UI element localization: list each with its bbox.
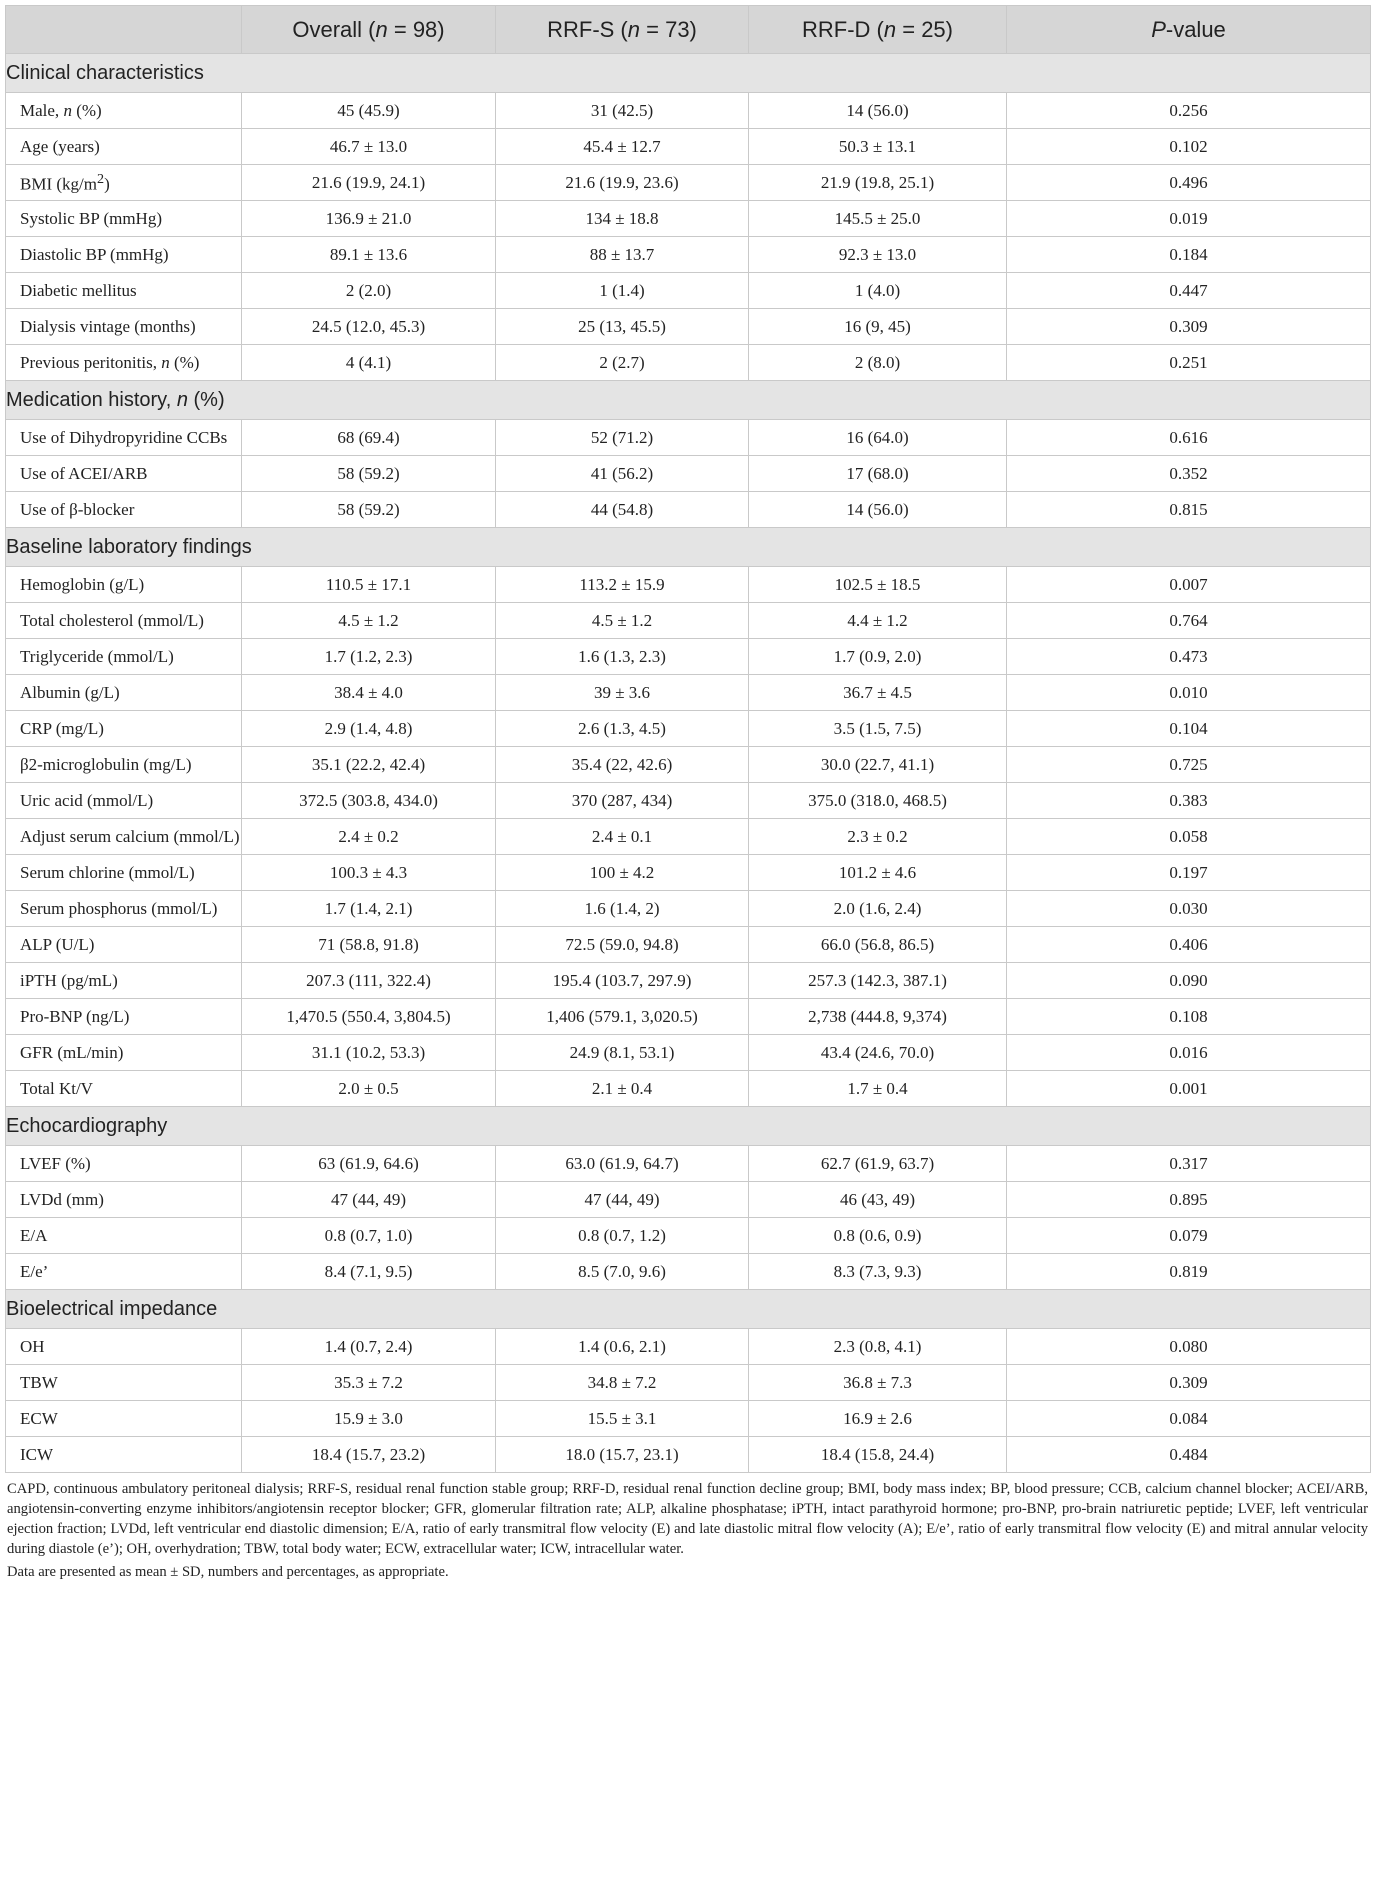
table-row	[6, 273, 1371, 309]
table-row	[6, 1437, 1371, 1473]
cell-overall: 0.8 (0.7, 1.0)	[242, 1218, 496, 1254]
cell-overall: 58 (59.2)	[242, 456, 496, 492]
cell-rrf-s: 39 ± 3.6	[496, 675, 749, 711]
table-row	[6, 1401, 1371, 1437]
row-label: Serum phosphorus (mmol/L)	[6, 891, 242, 927]
cell-p-value: 0.406	[1007, 927, 1371, 963]
cell-rrf-s: 2 (2.7)	[496, 345, 749, 381]
cell-rrf-d: 18.4 (15.8, 24.4)	[749, 1437, 1007, 1473]
cell-overall: 136.9 ± 21.0	[242, 201, 496, 237]
cell-overall: 31.1 (10.2, 53.3)	[242, 1035, 496, 1071]
cell-p-value: 0.079	[1007, 1218, 1371, 1254]
cell-p-value: 0.317	[1007, 1146, 1371, 1182]
cell-p-value: 0.104	[1007, 711, 1371, 747]
table-body	[6, 54, 1371, 1473]
cell-rrf-d: 1.7 (0.9, 2.0)	[749, 639, 1007, 675]
cell-rrf-d: 3.5 (1.5, 7.5)	[749, 711, 1007, 747]
table-row	[6, 420, 1371, 456]
cell-rrf-d: 2 (8.0)	[749, 345, 1007, 381]
cell-rrf-s: 18.0 (15.7, 23.1)	[496, 1437, 749, 1473]
cell-p-value: 0.764	[1007, 603, 1371, 639]
row-label: Albumin (g/L)	[6, 675, 242, 711]
row-label: Hemoglobin (g/L)	[6, 567, 242, 603]
table-row	[6, 309, 1371, 345]
table-row	[6, 603, 1371, 639]
table-footnotes	[5, 1479, 1370, 1582]
table-row	[6, 1182, 1371, 1218]
cell-rrf-s: 195.4 (103.7, 297.9)	[496, 963, 749, 999]
cell-overall: 100.3 ± 4.3	[242, 855, 496, 891]
cell-p-value: 0.309	[1007, 309, 1371, 345]
cell-overall: 24.5 (12.0, 45.3)	[242, 309, 496, 345]
cell-rrf-d: 1 (4.0)	[749, 273, 1007, 309]
row-label: LVEF (%)	[6, 1146, 242, 1182]
cell-rrf-s: 52 (71.2)	[496, 420, 749, 456]
cell-p-value: 0.616	[1007, 420, 1371, 456]
cell-rrf-d: 257.3 (142.3, 387.1)	[749, 963, 1007, 999]
cell-rrf-d: 4.4 ± 1.2	[749, 603, 1007, 639]
cell-overall: 45 (45.9)	[242, 93, 496, 129]
section-row	[6, 1107, 1371, 1146]
cell-rrf-d: 101.2 ± 4.6	[749, 855, 1007, 891]
cell-overall: 63 (61.9, 64.6)	[242, 1146, 496, 1182]
cell-rrf-d: 8.3 (7.3, 9.3)	[749, 1254, 1007, 1290]
row-label: Pro-BNP (ng/L)	[6, 999, 242, 1035]
cell-p-value: 0.251	[1007, 345, 1371, 381]
row-label: ICW	[6, 1437, 242, 1473]
section-row	[6, 381, 1371, 420]
table-row	[6, 165, 1371, 201]
cell-p-value: 0.895	[1007, 1182, 1371, 1218]
cell-p-value: 0.473	[1007, 639, 1371, 675]
cell-overall: 4.5 ± 1.2	[242, 603, 496, 639]
cell-p-value: 0.001	[1007, 1071, 1371, 1107]
cell-overall: 46.7 ± 13.0	[242, 129, 496, 165]
table-row	[6, 237, 1371, 273]
cell-rrf-d: 36.7 ± 4.5	[749, 675, 1007, 711]
cell-rrf-d: 16 (64.0)	[749, 420, 1007, 456]
cell-overall: 35.1 (22.2, 42.4)	[242, 747, 496, 783]
cell-p-value: 0.815	[1007, 492, 1371, 528]
cell-rrf-s: 35.4 (22, 42.6)	[496, 747, 749, 783]
cell-overall: 35.3 ± 7.2	[242, 1365, 496, 1401]
row-label: TBW	[6, 1365, 242, 1401]
cell-p-value: 0.309	[1007, 1365, 1371, 1401]
cell-rrf-d: 16.9 ± 2.6	[749, 1401, 1007, 1437]
table-row	[6, 891, 1371, 927]
section-row	[6, 1290, 1371, 1329]
table-row	[6, 963, 1371, 999]
row-label: Previous peritonitis, n (%)	[6, 345, 242, 381]
cell-rrf-s: 45.4 ± 12.7	[496, 129, 749, 165]
cell-p-value: 0.090	[1007, 963, 1371, 999]
cell-p-value: 0.197	[1007, 855, 1371, 891]
row-label: Diabetic mellitus	[6, 273, 242, 309]
header-rrf-s: RRF-S (n = 73)	[496, 6, 749, 54]
table-row	[6, 456, 1371, 492]
cell-rrf-s: 113.2 ± 15.9	[496, 567, 749, 603]
cell-p-value: 0.030	[1007, 891, 1371, 927]
row-label: Triglyceride (mmol/L)	[6, 639, 242, 675]
cell-p-value: 0.496	[1007, 165, 1371, 201]
cell-overall: 4 (4.1)	[242, 345, 496, 381]
cell-p-value: 0.019	[1007, 201, 1371, 237]
cell-rrf-s: 0.8 (0.7, 1.2)	[496, 1218, 749, 1254]
table-row	[6, 1218, 1371, 1254]
cell-rrf-s: 21.6 (19.9, 23.6)	[496, 165, 749, 201]
cell-rrf-d: 46 (43, 49)	[749, 1182, 1007, 1218]
cell-rrf-s: 63.0 (61.9, 64.7)	[496, 1146, 749, 1182]
table-row	[6, 1146, 1371, 1182]
cell-rrf-d: 43.4 (24.6, 70.0)	[749, 1035, 1007, 1071]
table-row	[6, 93, 1371, 129]
row-label: Systolic BP (mmHg)	[6, 201, 242, 237]
table-row	[6, 675, 1371, 711]
cell-rrf-d: 66.0 (56.8, 86.5)	[749, 927, 1007, 963]
table-row	[6, 1329, 1371, 1365]
cell-p-value: 0.725	[1007, 747, 1371, 783]
cell-rrf-d: 62.7 (61.9, 63.7)	[749, 1146, 1007, 1182]
cell-rrf-s: 44 (54.8)	[496, 492, 749, 528]
table-row	[6, 711, 1371, 747]
cell-rrf-s: 8.5 (7.0, 9.6)	[496, 1254, 749, 1290]
row-label: ALP (U/L)	[6, 927, 242, 963]
cell-overall: 68 (69.4)	[242, 420, 496, 456]
cell-overall: 58 (59.2)	[242, 492, 496, 528]
cell-overall: 2 (2.0)	[242, 273, 496, 309]
cell-rrf-s: 134 ± 18.8	[496, 201, 749, 237]
cell-overall: 8.4 (7.1, 9.5)	[242, 1254, 496, 1290]
cell-overall: 1.7 (1.4, 2.1)	[242, 891, 496, 927]
cell-overall: 21.6 (19.9, 24.1)	[242, 165, 496, 201]
row-label: E/A	[6, 1218, 242, 1254]
row-label: Diastolic BP (mmHg)	[6, 237, 242, 273]
cell-overall: 2.0 ± 0.5	[242, 1071, 496, 1107]
cell-rrf-s: 15.5 ± 3.1	[496, 1401, 749, 1437]
row-label: iPTH (pg/mL)	[6, 963, 242, 999]
cell-rrf-d: 2.0 (1.6, 2.4)	[749, 891, 1007, 927]
cell-rrf-d: 2.3 (0.8, 4.1)	[749, 1329, 1007, 1365]
section-row	[6, 54, 1371, 93]
cell-overall: 89.1 ± 13.6	[242, 237, 496, 273]
row-label: CRP (mg/L)	[6, 711, 242, 747]
cell-rrf-d: 2.3 ± 0.2	[749, 819, 1007, 855]
table-row	[6, 129, 1371, 165]
cell-p-value: 0.080	[1007, 1329, 1371, 1365]
cell-p-value: 0.256	[1007, 93, 1371, 129]
cell-overall: 47 (44, 49)	[242, 1182, 496, 1218]
cell-p-value: 0.084	[1007, 1401, 1371, 1437]
cell-rrf-s: 2.6 (1.3, 4.5)	[496, 711, 749, 747]
table-container	[5, 5, 1370, 1585]
row-label: LVDd (mm)	[6, 1182, 242, 1218]
table-row	[6, 855, 1371, 891]
cell-overall: 1,470.5 (550.4, 3,804.5)	[242, 999, 496, 1035]
cell-rrf-s: 47 (44, 49)	[496, 1182, 749, 1218]
cell-overall: 1.7 (1.2, 2.3)	[242, 639, 496, 675]
cell-rrf-d: 102.5 ± 18.5	[749, 567, 1007, 603]
cell-rrf-d: 14 (56.0)	[749, 93, 1007, 129]
cell-rrf-d: 36.8 ± 7.3	[749, 1365, 1007, 1401]
cell-p-value: 0.184	[1007, 237, 1371, 273]
section-title: Echocardiography	[6, 1107, 1371, 1146]
table-row	[6, 567, 1371, 603]
row-label: GFR (mL/min)	[6, 1035, 242, 1071]
baseline-characteristics-table	[5, 5, 1371, 1473]
cell-rrf-s: 88 ± 13.7	[496, 237, 749, 273]
table-row	[6, 1365, 1371, 1401]
cell-overall: 2.9 (1.4, 4.8)	[242, 711, 496, 747]
cell-overall: 15.9 ± 3.0	[242, 1401, 496, 1437]
row-label: OH	[6, 1329, 242, 1365]
header-p-value: P-value	[1007, 6, 1371, 54]
cell-rrf-s: 2.4 ± 0.1	[496, 819, 749, 855]
cell-rrf-s: 1 (1.4)	[496, 273, 749, 309]
cell-overall: 2.4 ± 0.2	[242, 819, 496, 855]
cell-rrf-s: 1,406 (579.1, 3,020.5)	[496, 999, 749, 1035]
section-row	[6, 528, 1371, 567]
row-label: Age (years)	[6, 129, 242, 165]
cell-rrf-d: 92.3 ± 13.0	[749, 237, 1007, 273]
cell-rrf-d: 50.3 ± 13.1	[749, 129, 1007, 165]
cell-rrf-s: 24.9 (8.1, 53.1)	[496, 1035, 749, 1071]
cell-rrf-s: 2.1 ± 0.4	[496, 1071, 749, 1107]
table-row	[6, 639, 1371, 675]
cell-rrf-s: 34.8 ± 7.2	[496, 1365, 749, 1401]
cell-p-value: 0.010	[1007, 675, 1371, 711]
row-label: ECW	[6, 1401, 242, 1437]
header-variable	[6, 6, 242, 54]
row-label: BMI $(kg/m^2)$	[6, 165, 242, 201]
section-title: Clinical characteristics	[6, 54, 1371, 93]
row-label: Dialysis vintage (months)	[6, 309, 242, 345]
section-title: Medication history, n (%)	[6, 381, 1371, 420]
row-label: β2-microglobulin (mg/L)	[6, 747, 242, 783]
cell-p-value: 0.383	[1007, 783, 1371, 819]
table-row	[6, 1035, 1371, 1071]
table-row	[6, 1071, 1371, 1107]
row-label: Total cholesterol (mmol/L)	[6, 603, 242, 639]
cell-overall: 372.5 (303.8, 434.0)	[242, 783, 496, 819]
cell-p-value: 0.447	[1007, 273, 1371, 309]
cell-rrf-d: 0.8 (0.6, 0.9)	[749, 1218, 1007, 1254]
cell-rrf-s: 41 (56.2)	[496, 456, 749, 492]
cell-overall: 71 (58.8, 91.8)	[242, 927, 496, 963]
row-label: Serum chlorine (mmol/L)	[6, 855, 242, 891]
row-label: Use of ACEI/ARB	[6, 456, 242, 492]
table-row	[6, 927, 1371, 963]
cell-rrf-d: 375.0 (318.0, 468.5)	[749, 783, 1007, 819]
cell-p-value: 0.007	[1007, 567, 1371, 603]
cell-rrf-s: 72.5 (59.0, 94.8)	[496, 927, 749, 963]
cell-p-value: 0.058	[1007, 819, 1371, 855]
table-row	[6, 819, 1371, 855]
cell-overall: 207.3 (111, 322.4)	[242, 963, 496, 999]
cell-overall: 18.4 (15.7, 23.2)	[242, 1437, 496, 1473]
section-title: Bioelectrical impedance	[6, 1290, 1371, 1329]
header-row	[6, 6, 1371, 54]
cell-rrf-d: 145.5 ± 25.0	[749, 201, 1007, 237]
cell-rrf-d: 1.7 ± 0.4	[749, 1071, 1007, 1107]
header-rrf-d: RRF-D (n = 25)	[749, 6, 1007, 54]
row-label: Adjust serum calcium (mmol/L)	[6, 819, 242, 855]
cell-overall: 110.5 ± 17.1	[242, 567, 496, 603]
cell-rrf-s: 370 (287, 434)	[496, 783, 749, 819]
row-label: E/e’	[6, 1254, 242, 1290]
cell-rrf-s: 1.6 (1.3, 2.3)	[496, 639, 749, 675]
cell-rrf-s: 25 (13, 45.5)	[496, 309, 749, 345]
table-row	[6, 201, 1371, 237]
row-label: Total Kt/V	[6, 1071, 242, 1107]
table-row	[6, 999, 1371, 1035]
cell-rrf-d: 2,738 (444.8, 9,374)	[749, 999, 1007, 1035]
table-row	[6, 1254, 1371, 1290]
cell-overall: 1.4 (0.7, 2.4)	[242, 1329, 496, 1365]
row-label: Use of β-blocker	[6, 492, 242, 528]
cell-rrf-d: 30.0 (22.7, 41.1)	[749, 747, 1007, 783]
cell-rrf-d: 21.9 (19.8, 25.1)	[749, 165, 1007, 201]
cell-rrf-s: 4.5 ± 1.2	[496, 603, 749, 639]
table-row	[6, 345, 1371, 381]
abbreviations-note: CAPD, continuous ambulatory peritoneal dialysis; RRF-S, residual renal function stable group; RRF-D, residual renal function decline group; BMI, body mass index; BP, blood pressure; CCB, calcium channel blocker; ACEI/ARB, angiotensin-converting enzyme inhibitors/angiotensin receptor blocker; GFR, glomerular filtration rate; ALP, alkaline phosphatase; iPTH, intact parathyroid hormone; pro-BNP, pro-brain natriuretic peptide; LVEF, left ventricular ejection fraction; LVDd, left ventricular end diastolic dimension; E/A, ratio of early transmitral flow velocity (E) and late diastolic mitral flow velocity (A); E/e’, ratio of early transmitral flow velocity (E) and mitral annular velocity during diastole (e’); OH, overhydration; TBW, total body water; ECW, extracellular water; ICW, intracellular water.	[7, 1481, 1368, 1557]
row-label: Male, n (%)	[6, 93, 242, 129]
table-row	[6, 492, 1371, 528]
section-title: Baseline laboratory findings	[6, 528, 1371, 567]
cell-rrf-d: 16 (9, 45)	[749, 309, 1007, 345]
cell-rrf-d: 17 (68.0)	[749, 456, 1007, 492]
cell-rrf-s: 100 ± 4.2	[496, 855, 749, 891]
cell-p-value: 0.819	[1007, 1254, 1371, 1290]
cell-p-value: 0.108	[1007, 999, 1371, 1035]
cell-p-value: 0.352	[1007, 456, 1371, 492]
data-presentation-note: Data are presented as mean ± SD, numbers and percentages, as appropriate.	[7, 1564, 449, 1580]
cell-rrf-s: 31 (42.5)	[496, 93, 749, 129]
row-label: Use of Dihydropyridine CCBs	[6, 420, 242, 456]
header-overall: Overall (n = 98)	[242, 6, 496, 54]
cell-rrf-s: 1.4 (0.6, 2.1)	[496, 1329, 749, 1365]
cell-p-value: 0.484	[1007, 1437, 1371, 1473]
table-row	[6, 783, 1371, 819]
table-row	[6, 747, 1371, 783]
cell-p-value: 0.016	[1007, 1035, 1371, 1071]
cell-overall: 38.4 ± 4.0	[242, 675, 496, 711]
cell-p-value: 0.102	[1007, 129, 1371, 165]
cell-rrf-d: 14 (56.0)	[749, 492, 1007, 528]
cell-rrf-s: 1.6 (1.4, 2)	[496, 891, 749, 927]
row-label: Uric acid (mmol/L)	[6, 783, 242, 819]
